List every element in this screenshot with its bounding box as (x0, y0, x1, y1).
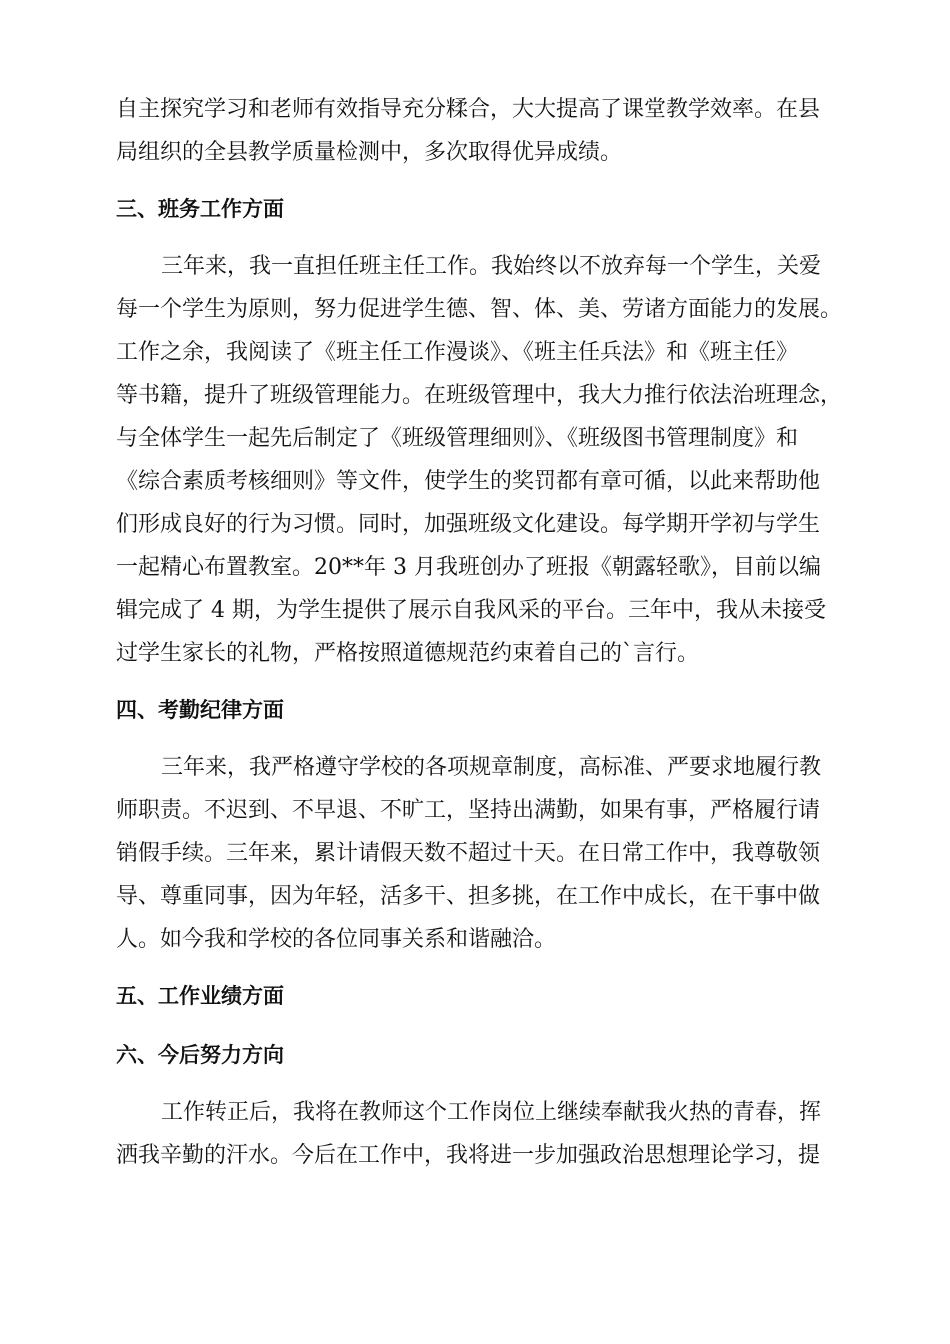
paragraph-line: 辑完成了 4 期，为学生提供了展示自我风采的平台。三年中，我从未接受 (116, 598, 826, 623)
section-heading-attendance: 四、考勤纪律方面 (116, 698, 284, 722)
paragraph-line: 三年来，我严格遵守学校的各项规章制度，高标准、严要求地履行教 (161, 755, 822, 780)
paragraph-line: 导、尊重同事，因为年轻，活多干、担多挑，在工作中成长，在干事中做 (116, 884, 821, 909)
paragraph-line: 局组织的全县教学质量检测中，多次取得优异成绩。 (116, 140, 623, 165)
paragraph-line: 洒我辛勤的汗水。今后在工作中，我将进一步加强政治思想理论学习，提 (116, 1143, 821, 1168)
paragraph-line: 等书籍，提升了班级管理能力。在班级管理中，我大力推行依法治班理念， (116, 383, 843, 408)
document-page (116, 88, 843, 1177)
paragraph-line: 三年来，我一直担任班主任工作。我始终以不放弃每一个学生，关爱 (161, 254, 822, 279)
paragraph-line: 工作转正后，我将在教师这个工作岗位上继续奉献我火热的青春，挥 (161, 1100, 822, 1125)
paragraph-line: 销假手续。三年来，累计请假天数不超过十天。在日常工作中，我尊敬领 (116, 841, 821, 866)
intro-paragraph (116, 88, 836, 174)
paragraph-line: 人。如今我和学校的各位同事关系和谐融洽。 (116, 927, 557, 952)
paragraph-line: 《综合素质考核细则》等文件，使学生的奖罚都有章可循，以此来帮助他 (116, 469, 821, 494)
attendance-paragraph (116, 746, 836, 961)
section-heading-achievements: 五、工作业绩方面 (116, 984, 284, 1008)
paragraph-line: 过学生家长的礼物，严格按照道德规范约束着自己的`言行。 (116, 641, 700, 666)
paragraph-line: 每一个学生为原则，努力促进学生德、智、体、美、劳诸方面能力的发展。 (116, 297, 843, 322)
paragraph-line: 工作之余，我阅读了《班主任工作漫谈》、《班主任兵法》和《班主任》 (116, 340, 799, 365)
class-work-paragraph (116, 245, 843, 675)
section-heading-future-direction: 六、今后努力方向 (116, 1043, 284, 1067)
paragraph-line: 师职责。不迟到、不早退、不旷工，坚持出满勤，如果有事，严格履行请 (116, 798, 821, 823)
paragraph-line: 一起精心布置教室。20**年 3 月我班创办了班报《朝露轻歌》，目前以编 (116, 555, 821, 580)
paragraph-line: 们形成良好的行为习惯。同时，加强班级文化建设。每学期开学初与学生 (116, 512, 821, 537)
paragraph-line: 自主探究学习和老师有效指导充分糅合，大大提高了课堂教学效率。在县 (116, 97, 821, 122)
future-direction-paragraph (116, 1091, 836, 1177)
paragraph-line: 与全体学生一起先后制定了《班级管理细则》、《班级图书管理制度》和 (116, 426, 799, 451)
section-heading-class-work: 三、班务工作方面 (116, 197, 284, 221)
